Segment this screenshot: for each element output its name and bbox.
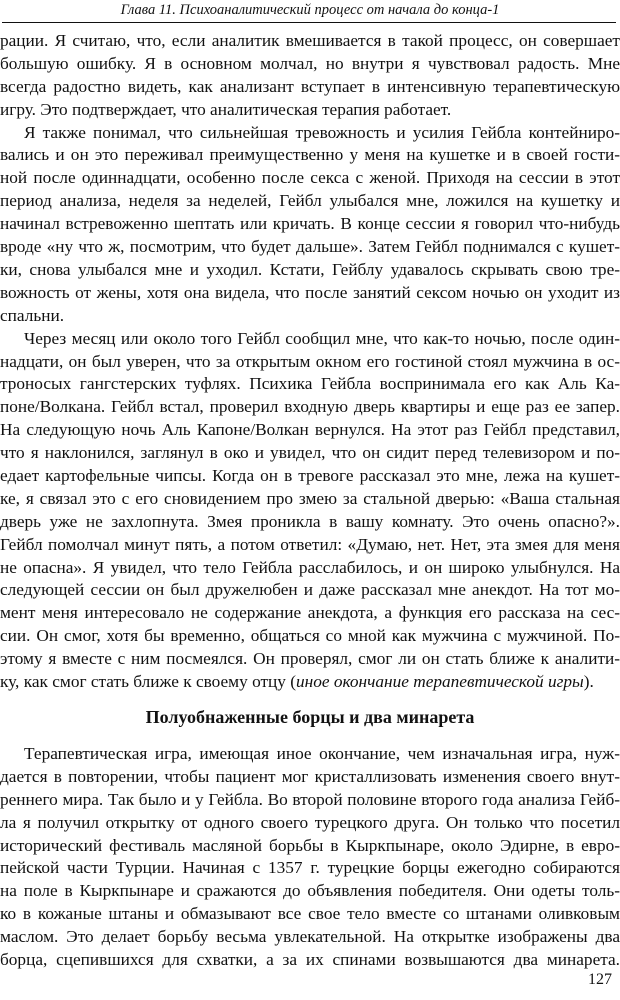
text-line: Я также понимал, что сильнейшая тревожность и усилия Гейбла контейниро- [24,122,620,142]
text-line: ке, я связал это с его сновидением про змею за стальной дверью: «Ваша стальная [0,488,620,508]
text-line [0,671,620,694]
text-line: ки, снова улыбался мне и уходил. Кстати, Гейблу удавалось скрывать свою тре- [0,259,620,279]
text-line: едает картофельные чипсы. Когда он в тревоге рассказал это мне, лежа на кушет- [0,466,620,486]
text-line: вались и он это переживал преимущественно у меня на кушетке и в своей гости- [0,145,620,165]
italic-phrase: иное окончание терапевтической игры [296,672,584,692]
text-line: период анализа, неделя за неделей, Гейбл улыбался мне, ложился на кушетку и [0,191,620,211]
section-heading: Полуобнаженные борцы и два минарета [145,707,475,727]
paragraph-4 [0,743,620,972]
text-line: На следующую ночь Аль Капоне/Волкан вернулся. На этот раз Гейбл представил, [0,420,620,440]
text-line: вроде «ну что ж, посмотрим, что будет дальше». Затем Гейбл поднимался с кушет- [0,237,620,257]
running-head: Глава 11. Психоаналитический процесс от начала до конца-1 [120,2,500,18]
text-line: ной после одиннадцати, особенно после секса с женой. Приходя на сессии в этот [0,168,620,188]
text-line: что я наклонился, заглянул в око и увидел, что он сидит перед телевизором и по- [0,443,620,463]
text-line: дверь уже не захлопнута. Змея проникла в вашу комнату. Это очень опасно?». [0,511,620,531]
text-line: мент меня интересовало не содержание анекдота, а функция его рассказа на сес- [0,603,620,623]
paragraph-2 [0,122,620,328]
text-line: ла я получил открытку от одного своего турецкого друга. Он только что посетил [0,812,620,832]
text-line: игру. Это подтверждает, что аналитическая терапия работает. [0,99,452,119]
text-line: рации. Я считаю, что, если аналитик вмешивается в такой процесс, он совершает [0,31,620,50]
text-line: исторический фестиваль масляной борьбы в Кыркпынаре, около Эдирне, в евро- [0,835,620,855]
text-line: реннего мира. Так было и у Гейбла. Во второй половине второго года анализа Гейб- [0,789,620,809]
text-line: начинал встревоженно шептать или кричать. В конце сессии я говорил что-нибудь [0,214,620,234]
paragraph-1 [0,30,620,122]
text-line: Гейбл помолчал минут пять, а потом ответил: «Думаю, нет. Нет, эта змея для меня [0,534,620,554]
text-line: Через месяц или около того Гейбл сообщил мне, что как-то ночью, после один- [24,328,620,348]
text-line: Терапевтическая игра, имеющая иное окончание, чем изначальная игра, нуж- [24,744,620,763]
text-line: на поле в Кыркпынаре и сражаются до объявления победителя. Они одеты толь- [0,881,620,901]
text-line: ко в кожаные штаны и обмазывают все свое тело вместе со штанами оливковым [0,904,620,924]
text-line: маслом. Это делает борьбу весьма увлекательной. На открытке изображены два [0,927,620,947]
text-line: поне/Волкана. Гейбл встал, проверил входную дверь квартиры и еще раз ее запер. [0,397,620,417]
text-fragment: ку, как смог стать ближе к своему отцу ( [0,672,296,692]
text-line: пейской части Турции. Начиная с 1357 г. турецкие борцы ежегодно собираются [0,858,620,878]
text-line: большую ошибку. Я в основном молчал, но внутри я чувствовал радость. Мне [0,53,620,73]
text-line: борца, сцепившихся для схватки, а за их спинами возвышаются два минарета. [0,950,620,970]
text-line: всегда радостно видеть, как анализант вступает в интенсивную терапевтическую [0,76,620,96]
text-fragment: ). [583,672,594,692]
text-line: спальни. [0,305,65,325]
text-line: троносых гангстерских туфлях. Психика Гейбла воспринимала его как Аль Ка- [0,374,620,394]
paragraph-3 [0,328,620,694]
header-rule [2,22,616,23]
text-line: дается в повторении, чтобы пациент мог кристаллизовать изменения своего внут- [0,766,620,786]
text-line: следующей сессии он был дружелюбен и даже рассказал мне анекдот. На тот мо- [0,580,620,600]
text-line: вожность от жены, хотя она видела, что после занятий сексом ночью он уходит из [0,282,620,302]
text-line: надцати, он был уверен, что за открытым окном его гостиной стоял мужчина в ос- [0,351,620,371]
text-line: сии. Он смог, хотя бы временно, общаться со мной как мужчина с мужчиной. По- [0,626,620,646]
text-line: не опасна». Я увидел, что тело Гейбла расслабилось, и он широко улыбнулся. На [0,557,620,577]
text-line: этому я вместе с ним посмеялся. Он проверял, смог ли он стать ближе к аналити- [0,649,620,669]
page-number: 127 [588,971,612,988]
